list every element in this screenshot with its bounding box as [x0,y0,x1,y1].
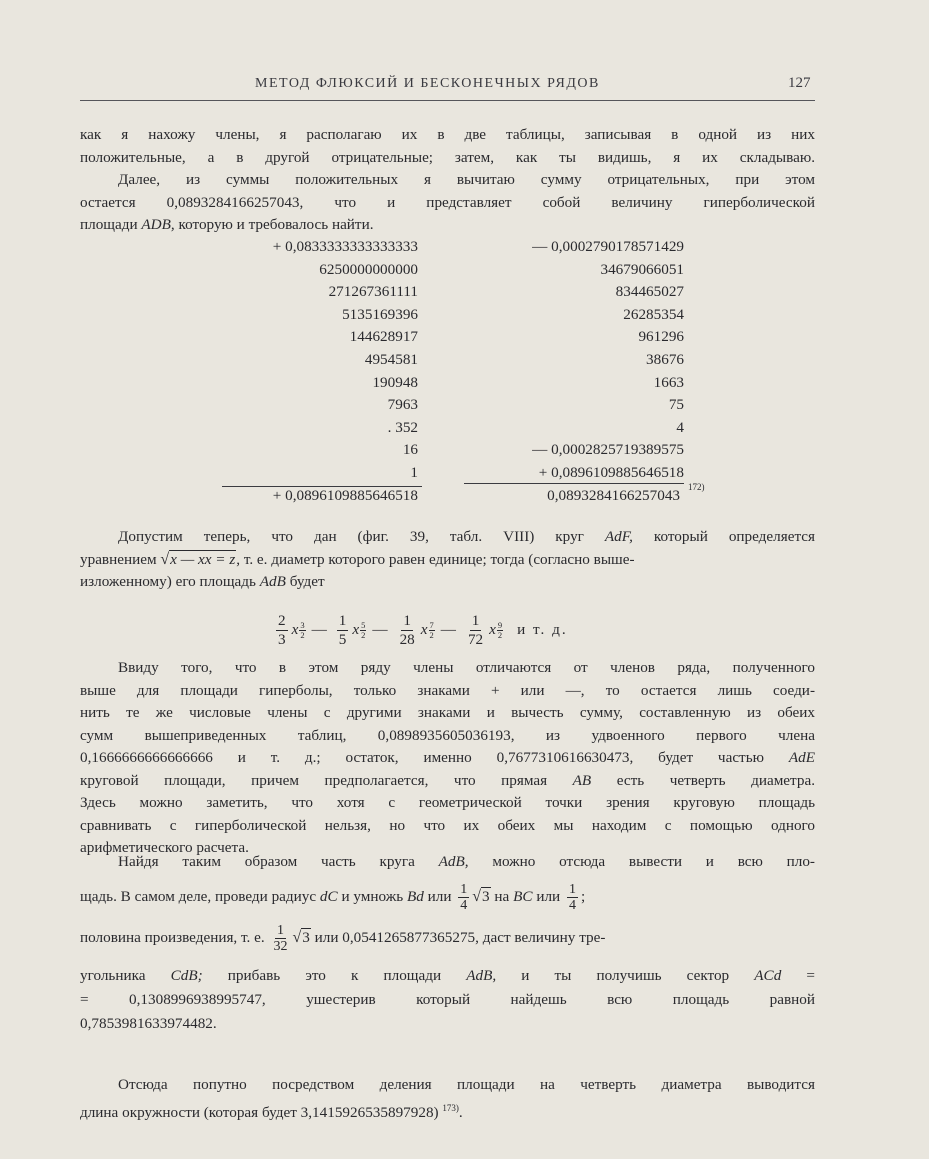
math-symbol: CdB; [170,967,203,984]
table-row: 34679066051 [600,260,684,278]
exponent-num: 9 [497,619,503,630]
text-line: щадь. В самом деле, проведи радиус dC и умножь Bd или $\frac{1}{4}$ √3 на BC или $\frac{1}{4}$ ; [80,882,586,913]
table-row: 16 [402,441,418,459]
table-row: 38676 [646,350,684,368]
text-run: изложенному) его площадь [80,573,260,590]
text-line [80,850,815,874]
paragraph-intro [80,124,815,237]
math-symbol: AdB, [438,853,469,870]
paragraph-area [80,850,815,1036]
table-row: 5135169396 [342,305,418,323]
coefficient [276,612,288,649]
numerator: 1 [460,882,468,897]
numerator: 1 [276,923,284,938]
denominator: 32 [273,939,288,954]
table-row: 271267361111 [328,283,418,301]
text-line [80,571,815,594]
running-head: МЕТОД ФЛЮКСИЙ И БЕСКОНЕЧНЫХ РЯДОВ [255,76,600,91]
text-run: , т. е. диаметр которого равен единице; тогда (согласно выше- [236,550,635,568]
text-run: длина окружности (которая будет 3,1415926535897928) [80,1103,443,1121]
fraction [567,882,578,913]
text-line [80,214,815,237]
text-run: 0,1666666666666666 и т. д.; остаток, именно 0,7677310616630473, будет частью [80,749,789,766]
text-run: прибавь это к площади [202,967,467,984]
text-line: сравнивать с гиперболической нельзя, но что их обеих мы находим с помощью одного [80,816,815,834]
table-row: 4954581 [364,350,418,368]
math-symbol: ACd [754,967,782,984]
denominator: 72 [467,630,484,648]
operator: — [311,621,327,638]
exponent-den: 2 [300,629,305,640]
exponent-den: 2 [361,629,366,640]
text-run: или [532,887,564,905]
table-row: + 0,0896109885646518 [538,463,684,481]
sqrt-argument: 3 [482,887,490,905]
text-line [80,1097,815,1125]
exponent-num: 5 [361,619,366,630]
sqrt-sign: √ [292,928,302,946]
fraction [271,923,289,954]
math-symbol: AdB [259,573,286,590]
text-line: Далее, из суммы положительных я вычитаю сумму отрицательных, при этом [118,171,815,188]
text-run: щадь. В самом деле, проведи радиус [80,887,320,905]
text-run: круговой площади, причем предполагается, что прямая [80,771,573,789]
numerator: 1 [568,882,576,897]
denominator: 4 [460,898,468,913]
numerator: 2 [278,611,286,629]
text-run: Найдя таким образом часть круга [118,853,439,870]
operator: — [372,621,388,638]
text-line: 0,7853981633974482. [80,1015,217,1032]
math-symbol: AdE [788,749,815,766]
negative-terms-table [470,236,684,485]
math-expression: x — xx = z [170,550,236,568]
text-run: и ты получишь сектор [496,967,755,984]
text-run: на [490,887,514,905]
variable: x [420,621,428,638]
text-line: как я нахожу члены, я располагаю их в две таблицы, записывая в одной из них [80,126,815,143]
footnote-ref: 172) [688,482,705,492]
table-row: 4 [676,418,684,436]
text-run: которую и требовалось найти. [174,216,374,233]
denominator: 3 [278,630,286,648]
text-line [80,747,815,770]
positive-terms-table [228,236,418,485]
table-row: 1 [410,463,418,481]
page-number: 127 [788,75,811,91]
variable: x [291,621,299,638]
paragraph-circle [80,526,815,594]
text-run: Допустим теперь, что дан (фиг. 39, табл. VIII) круг [118,528,605,545]
text-line: выше для площади гиперболы, только знаками + или —, то остается лишь соеди- [80,681,815,699]
text-line: остается 0,0893284166257043, что и представляет собой величину гиперболической [80,193,815,211]
text-run: можно отсюда вывести и всю пло- [468,853,815,870]
paragraph-series [80,657,815,860]
exponent-num: 3 [300,619,305,630]
math-symbol: Bd [406,887,424,905]
denominator: 4 [568,898,576,913]
exponent-num: 7 [429,619,434,630]
text-line: = 0,1308996938995747, ушестерив который найдешь всю площадь равной [80,991,815,1008]
denominator: 5 [338,630,347,648]
text-run: или 0,0541265877365275, даст величину тре- [310,928,606,946]
coefficient [337,612,349,649]
math-symbol: dC [319,887,338,905]
table-row: 961296 [638,328,684,346]
table-row: 75 [668,396,684,414]
table-row: 26285354 [623,305,684,323]
text-run: . [458,1103,463,1121]
exponent-den: 2 [429,629,434,640]
numerator: 1 [403,611,411,629]
numerator: 1 [338,611,347,629]
numerator: 1 [471,611,480,629]
table-row: . 352 [387,418,418,436]
table-row: 6250000000000 [319,260,418,278]
table-row: — 0,0002825719389575 [532,441,684,459]
text-line: арифметического расчета. [80,839,249,856]
exponent [429,621,435,640]
exponent-den: 2 [497,629,503,640]
coefficient [398,612,417,649]
text-line [80,770,815,793]
header-rule [80,100,815,101]
math-symbol: AdB, [466,967,497,984]
text-run: есть четверть диаметра. [591,771,816,789]
series-formula [272,605,568,655]
fraction [458,882,469,913]
math-symbol: BC [513,887,533,905]
text-line [80,923,815,954]
table-row: + 0,0833333333333333 [272,238,418,255]
math-symbol: AdF, [604,528,633,545]
text-line: Здесь можно заметить, что хотя с геометрической точки зрения круговую площадь [80,794,815,811]
math-symbol: AB [572,771,592,789]
text-line: положительные, а в другой отрицательные; затем, как ты видишь, я их складываю. [80,148,815,166]
sqrt-sign: √ [472,887,482,905]
exponent [360,621,366,640]
text-run: будет [285,573,325,590]
text-run: = [781,967,815,984]
exponent [497,621,503,640]
text-run: или [423,887,456,905]
text-line: Отсюда попутно посредством деления площади на четверть диаметра выводится [118,1076,815,1093]
text-line: сумм вышеприведенных таблиц, 0,0898935605036193, из удвоенного первого члена [80,726,815,744]
math-symbol: ADB, [141,216,175,233]
table-right-total: 0,0893284166257043 [547,487,680,504]
text-run: половина произведения, т. е. [80,928,269,946]
table-row: 7963 [387,396,418,414]
text-line: нить те же числовые члены с другими знаками и вычесть сумму, составленную из обеих [80,704,815,721]
text-run: площади [80,216,142,233]
sqrt-argument: 3 [302,928,310,946]
text-run: угольника [80,967,171,984]
text-line [80,964,815,988]
text-run: уравнением [80,550,161,568]
paragraph-circumference [80,1074,815,1124]
text-line [80,549,815,572]
sum-rule-right [464,483,684,484]
text-run: и умножь [337,887,407,905]
sqrt-sign: √ [160,550,170,568]
etc-text: и т. д. [517,621,568,638]
table-row: 1663 [653,373,684,391]
table-row: 190948 [372,373,418,391]
denominator: 28 [399,630,415,648]
table-row: — 0,0002790178571429 [532,238,684,255]
text-run: который определяется [632,528,815,545]
footnote-ref: 173) [442,1102,459,1113]
operator: — [440,621,456,638]
table-row: 144628917 [349,328,418,346]
text-line [80,526,815,549]
table-left-total: + 0,0896109885646518 [272,487,418,504]
exponent [299,621,305,640]
variable: x [489,621,496,638]
text-line: Ввиду того, что в этом ряду члены отличаются от членов ряда, полученного [118,659,815,676]
variable: x [352,621,360,638]
coefficient [466,612,485,649]
table-row: 834465027 [615,283,684,301]
